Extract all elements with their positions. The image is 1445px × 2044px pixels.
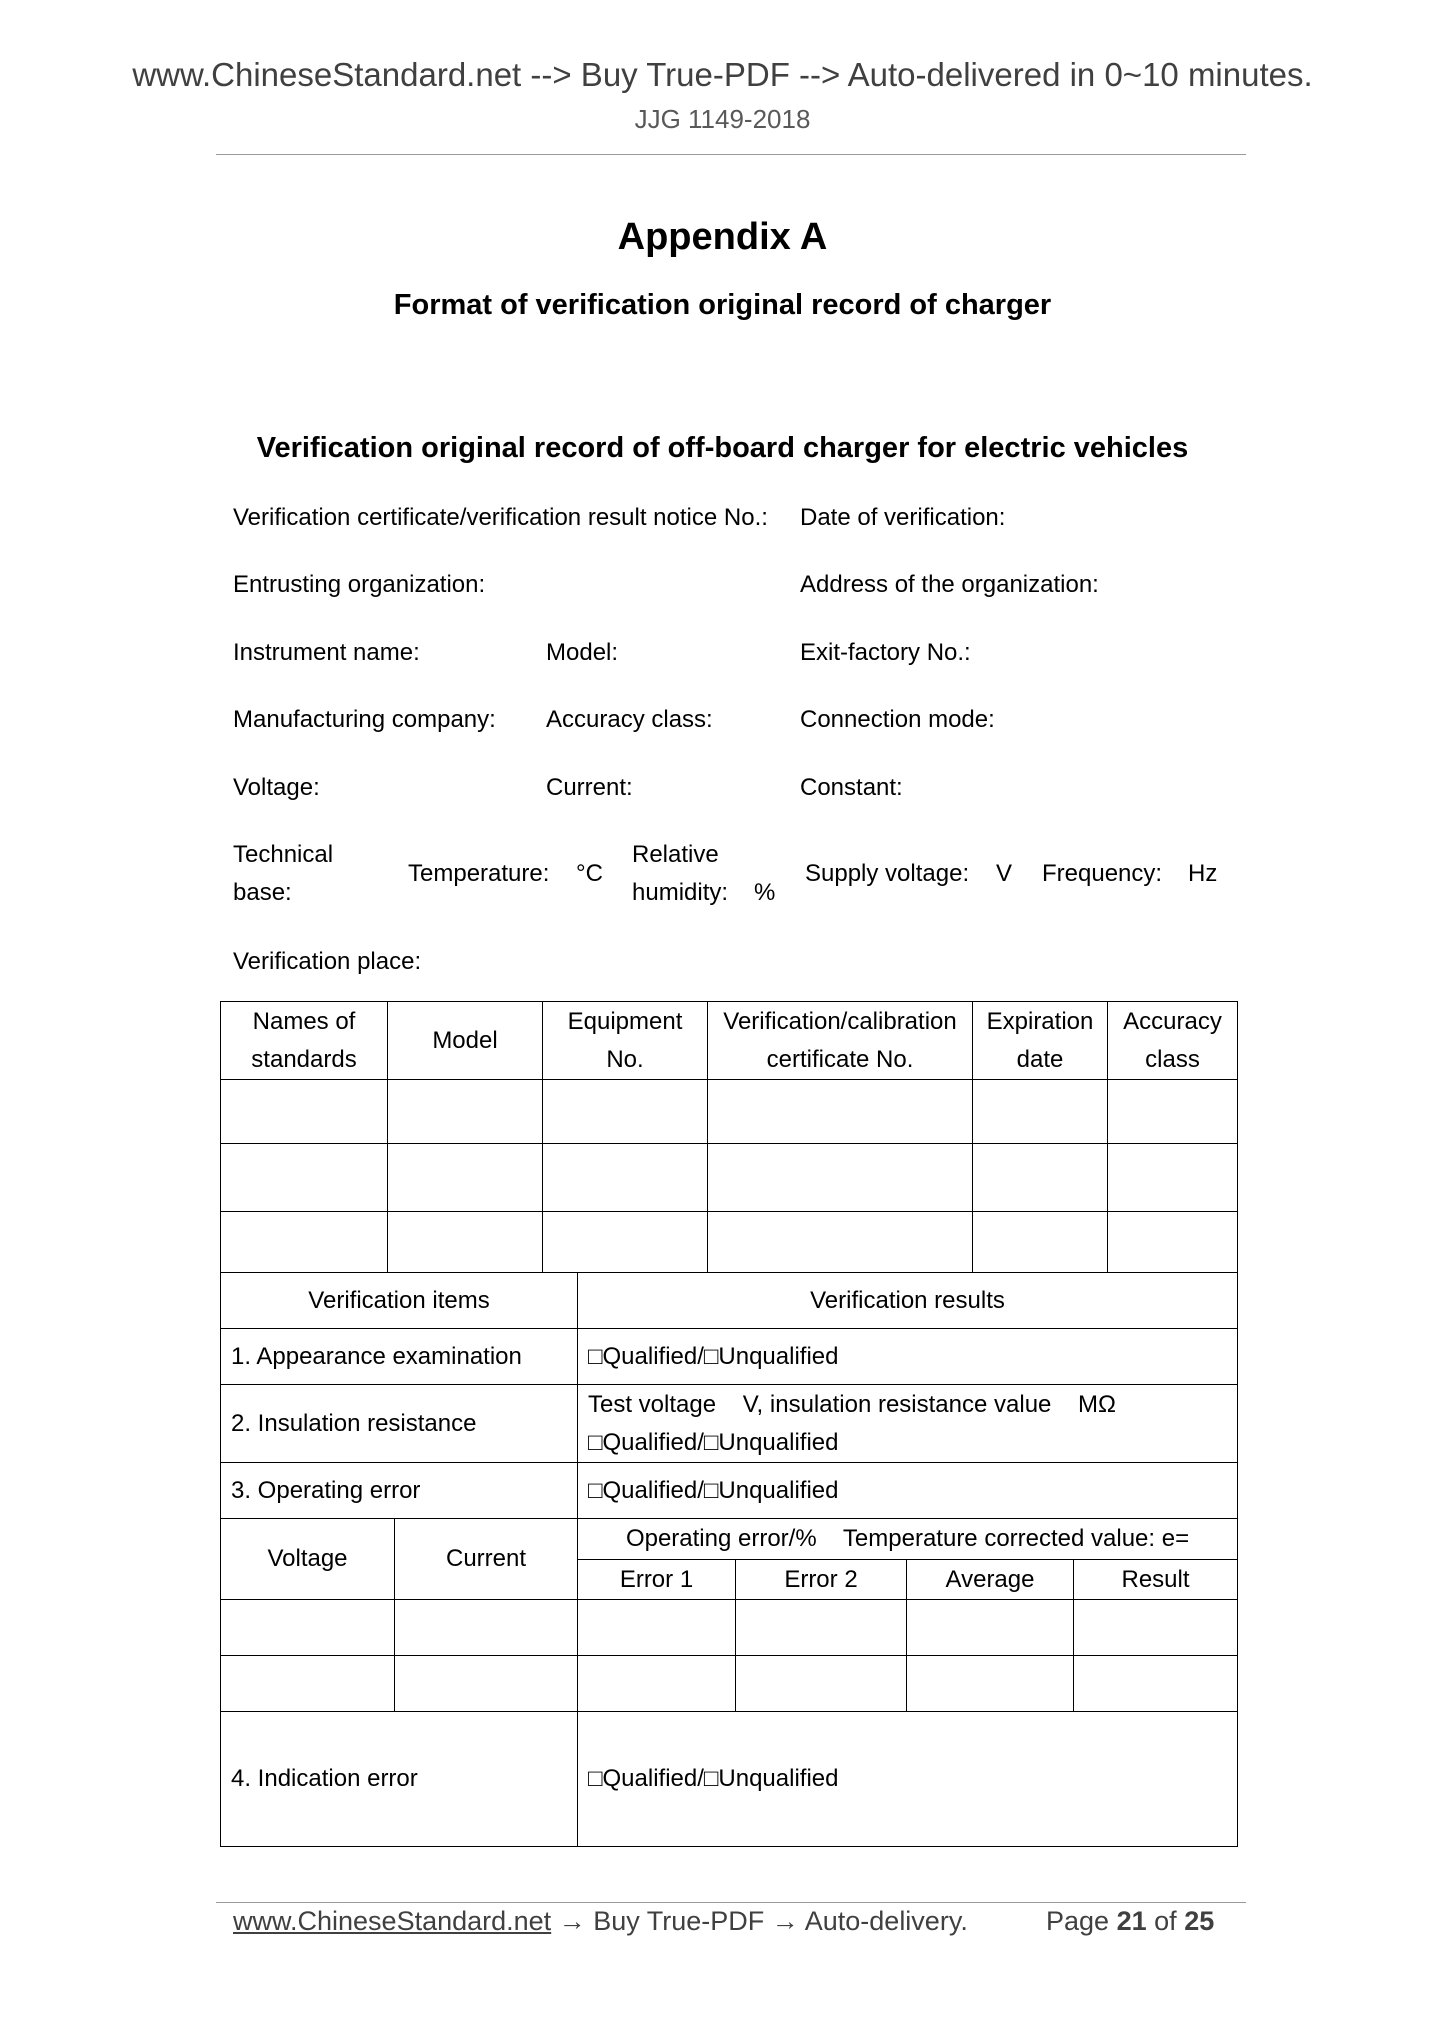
appearance-row: [221, 1329, 1238, 1385]
humidity-label-line1: Relative: [632, 841, 719, 868]
col-model: Model: [388, 1002, 543, 1080]
col-error-1: Error 1: [578, 1560, 736, 1600]
voltage-label: Voltage:: [233, 774, 320, 801]
operating-error-table: [220, 1518, 1238, 1712]
col-result: Result: [1074, 1560, 1238, 1600]
frequency-unit: Hz: [1188, 860, 1218, 887]
col-current: Current: [395, 1519, 578, 1600]
col-names-of-standards: Names of standards: [221, 1002, 388, 1080]
col-average: Average: [907, 1560, 1074, 1600]
col-equipment-no: Equipment No.: [543, 1002, 708, 1080]
appearance-result[interactable]: □Qualified/□Unqualified: [578, 1329, 1238, 1385]
operating-error-header: Operating error/% Temperature corrected value: e=: [578, 1519, 1238, 1560]
col-expiration-date: Expiration date: [973, 1002, 1108, 1080]
table-row: [221, 1656, 1238, 1712]
insulation-item: 2. Insulation resistance: [221, 1385, 578, 1463]
tech-base-label-line1: Technical: [233, 841, 334, 868]
footer-link-text: [233, 1906, 968, 1937]
col-certificate-no: Verification/calibration certificate No.: [708, 1002, 973, 1080]
temperature-unit: °C: [576, 860, 603, 887]
indication-row: [221, 1712, 1238, 1847]
accuracy-label: Accuracy class:: [546, 706, 713, 733]
instrument-label: Instrument name:: [233, 639, 420, 666]
table-row: [221, 1212, 1238, 1273]
indication-table: [220, 1711, 1238, 1847]
insulation-qualified: □Qualified/□Unqualified: [588, 1428, 839, 1456]
page-subtitle: Format of verification original record of charger: [393, 289, 1052, 321]
standards-table: [220, 1001, 1238, 1273]
operating-header-row: [221, 1519, 1238, 1560]
insulation-row: [221, 1385, 1238, 1463]
current-page: 21: [1116, 1906, 1147, 1936]
operating-row: [221, 1463, 1238, 1519]
record-title: Verification original record of off-board charger for electric vehicles: [256, 432, 1189, 464]
table-row: [221, 1600, 1238, 1656]
page-title: Appendix A: [617, 216, 828, 258]
model-label: Model:: [546, 639, 619, 666]
footer-tagline: → Buy True-PDF → Auto-delivery.: [551, 1906, 968, 1936]
manufacturer-label: Manufacturing company:: [233, 706, 496, 733]
col-accuracy-class: Accuracy class: [1108, 1002, 1238, 1080]
place-label: Verification place:: [233, 948, 422, 975]
supply-voltage-unit: V: [996, 860, 1013, 887]
col-verification-results: Verification results: [578, 1273, 1238, 1329]
header-banner: www.ChineseStandard.net --> Buy True-PDF --> Auto-delivered in 0~10 minutes.: [132, 56, 1313, 93]
indication-item: 4. Indication error: [221, 1712, 578, 1847]
verification-table: [220, 1272, 1238, 1519]
humidity-unit: %: [754, 879, 776, 906]
constant-label: Constant:: [800, 774, 903, 801]
footer-site-link[interactable]: www.ChineseStandard.net: [233, 1906, 552, 1936]
footer-divider: [216, 1902, 1246, 1903]
standards-header-row: [221, 1002, 1238, 1080]
table-row: [221, 1144, 1238, 1212]
exit-no-label: Exit-factory No.:: [800, 639, 971, 666]
temperature-label: Temperature:: [408, 860, 550, 887]
total-pages: 25: [1184, 1906, 1215, 1936]
insulation-detail: Test voltage V, insulation resistance value MΩ: [588, 1390, 1116, 1418]
col-verification-items: Verification items: [221, 1273, 578, 1329]
header-divider: [216, 154, 1246, 155]
table-row: [221, 1080, 1238, 1144]
current-label: Current:: [546, 774, 633, 801]
frequency-label: Frequency:: [1042, 860, 1163, 887]
appearance-item: 1. Appearance examination: [221, 1329, 578, 1385]
humidity-label-line2: humidity:: [632, 879, 729, 906]
col-error-2: Error 2: [736, 1560, 907, 1600]
cert-no-label: Verification certificate/verification result notice No.:: [233, 504, 768, 531]
address-label: Address of the organization:: [800, 571, 1099, 598]
insulation-result[interactable]: [578, 1385, 1238, 1463]
operating-result[interactable]: □Qualified/□Unqualified: [578, 1463, 1238, 1519]
supply-voltage-label: Supply voltage:: [805, 860, 970, 887]
tech-base-label-line2: base:: [233, 879, 292, 906]
page-number: Page 21 of 25: [1046, 1906, 1215, 1936]
connection-label: Connection mode:: [800, 706, 995, 733]
verification-header-row: [221, 1273, 1238, 1329]
indication-result[interactable]: □Qualified/□Unqualified: [578, 1712, 1238, 1847]
operating-item: 3. Operating error: [221, 1463, 578, 1519]
standard-code: JJG 1149-2018: [634, 104, 811, 134]
col-voltage: Voltage: [221, 1519, 395, 1600]
date-label: Date of verification:: [800, 504, 1006, 531]
entrusting-label: Entrusting organization:: [233, 571, 486, 598]
